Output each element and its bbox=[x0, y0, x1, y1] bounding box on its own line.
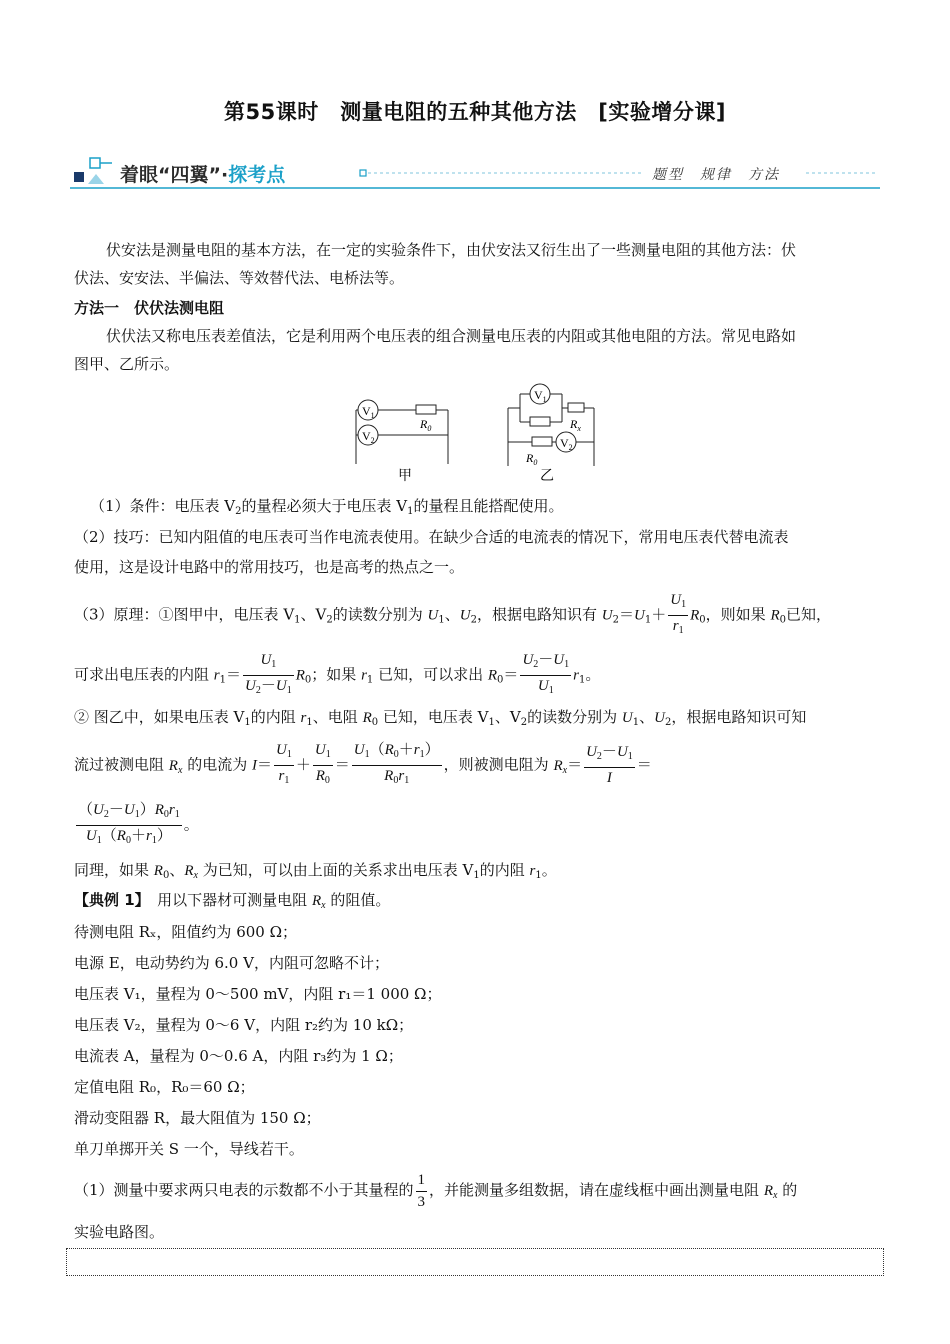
item-ammeter: 电流表 A，量程为 0～0.6 A，内阻 r₃约为 1 Ω； bbox=[74, 1047, 403, 1065]
answer-dotted-box[interactable] bbox=[66, 1248, 884, 1276]
item-v2: 电压表 V₂，量程为 0～6 V，内阻 r₂约为 10 kΩ； bbox=[74, 1016, 414, 1034]
condition-1: （1）条件：电压表 $V_2$的量程必须大于电压表 $V_1$的量程且能搭配使用。 bbox=[90, 497, 564, 517]
principle-4: 流过被测电阻 $R_x$ 的电流为 I＝ $\frac{U_1}{r_1}$ ＋ $\frac{U_1}{R_0}$ ＝ $\frac{U_1(R_0+r_1)}{R_0r_1}$ ，则被测电阻为 $R_x=$ $\frac{U_2-U_1}{I}$ ＝ bbox=[74, 742, 652, 786]
svg-text:V1: $V_1$ bbox=[362, 404, 375, 420]
svg-text:V2: $V_2$ bbox=[560, 436, 573, 452]
svg-text:Rx: $R_x$ bbox=[570, 417, 581, 433]
item-rheostat: 滑动变阻器 R，最大阻值为 150 Ω； bbox=[74, 1109, 321, 1127]
label-yi: 乙 bbox=[540, 468, 554, 484]
principle-2: 可求出电压表的内阻 $r_1=$ $\frac{U_1}{U_2-U_1}$ $R_0$；如果 $r_1$ 已知，可以求出 $R_0=$ $\frac{U_2-U_1}{U_1}$ $r_1$。 bbox=[74, 652, 601, 696]
condition-2a: （2）技巧：已知内阻值的电压表可当作电流表使用。在缺少合适的电流表的情况下，常用电压表代替电流表 bbox=[74, 528, 789, 546]
circuit-yi bbox=[508, 384, 594, 466]
intro-line-1: 伏安法是测量电阻的基本方法，在一定的实验条件下，由伏安法又衍生出了一些测量电阻的其他方法：伏 bbox=[106, 241, 797, 259]
principle-6: 同理，如果 $R_0$、$R_x$ 为已知，可以由上面的关系求出电压表 $V_1$的内阻 $r_1$。 bbox=[74, 861, 557, 881]
intro-line-2: 伏法、安安法、半偏法、等效替代法、电桥法等。 bbox=[74, 269, 405, 287]
banner-title: 着眼“四翼”·探考点 bbox=[120, 164, 286, 186]
item-r0: 定值电阻 R₀，R₀＝60 Ω； bbox=[74, 1078, 255, 1096]
page-title: 第55课时 测量电阻的五种其他方法 [实验增分课] bbox=[224, 100, 726, 124]
principle-5: $\frac{(U_2-U_1)R_0r_1}{U_1(R_0+r_1)}$ 。 bbox=[78, 802, 199, 846]
banner-tags: 题型 规律 方法 bbox=[652, 167, 780, 183]
banner-triangle-icon bbox=[88, 174, 104, 184]
question-1-end: 实验电路图。 bbox=[74, 1223, 165, 1241]
principle-1: （3）原理：①图甲中，电压表 $V_1$、$V_2$的读数分别为 $U_1$、$U_2$，根据电路知识有 $U_2=U_1+$ $\frac{U_1}{r_1}$ $R_0$，则如果 $R_0$已知， bbox=[74, 592, 832, 636]
svg-text:V2: $V_2$ bbox=[362, 429, 375, 445]
svg-text:R0: $R_0$ bbox=[526, 451, 538, 467]
condition-2b: 使用，这是设计电路中的常用技巧，也是高考的热点之一。 bbox=[74, 558, 465, 576]
item-source: 电源 E，电动势约为 6.0 V，内阻可忽略不计； bbox=[74, 954, 389, 972]
item-rx: 待测电阻 Rₓ，阻值约为 600 Ω； bbox=[74, 923, 298, 941]
circuit-figures bbox=[348, 380, 608, 488]
example-stem: 【典例 1】 用以下器材可测量电阻 $R_x$ 的阻值。 bbox=[74, 891, 391, 911]
method-para-2: 图甲、乙所示。 bbox=[74, 355, 180, 373]
svg-text:R0: $R_0$ bbox=[420, 417, 432, 433]
banner-block-icon bbox=[74, 172, 84, 182]
item-v1: 电压表 V₁，量程为 0～500 mV，内阻 r₁＝1 000 Ω； bbox=[74, 985, 442, 1003]
method-para-1: 伏伏法又称电压表差值法，它是利用两个电压表的组合测量电压表的内阻或其他电阻的方法。常见电路如 bbox=[106, 327, 797, 345]
svg-text:V1: $V_1$ bbox=[534, 388, 547, 404]
label-jia: 甲 bbox=[398, 468, 412, 484]
question-1: （1）测量中要求两只电表的示数都不小于其量程的 $\frac{1}{3}$ ，并能测量多组数据，请在虚线框中画出测量电阻 $R_x$ 的 bbox=[74, 1171, 798, 1210]
banner-square-icon bbox=[90, 158, 100, 168]
principle-3: ② 图乙中，如果电压表 $V_1$的内阻 $r_1$、电阻 $R_0$ 已知，电压表 $V_1$、$V_2$的读数分别为 $U_1$、$U_2$，根据电路知识可知 bbox=[74, 708, 807, 728]
method-heading: 方法一 伏伏法测电阻 bbox=[74, 299, 225, 317]
item-switch: 单刀单掷开关 S 一个，导线若干。 bbox=[74, 1140, 304, 1158]
